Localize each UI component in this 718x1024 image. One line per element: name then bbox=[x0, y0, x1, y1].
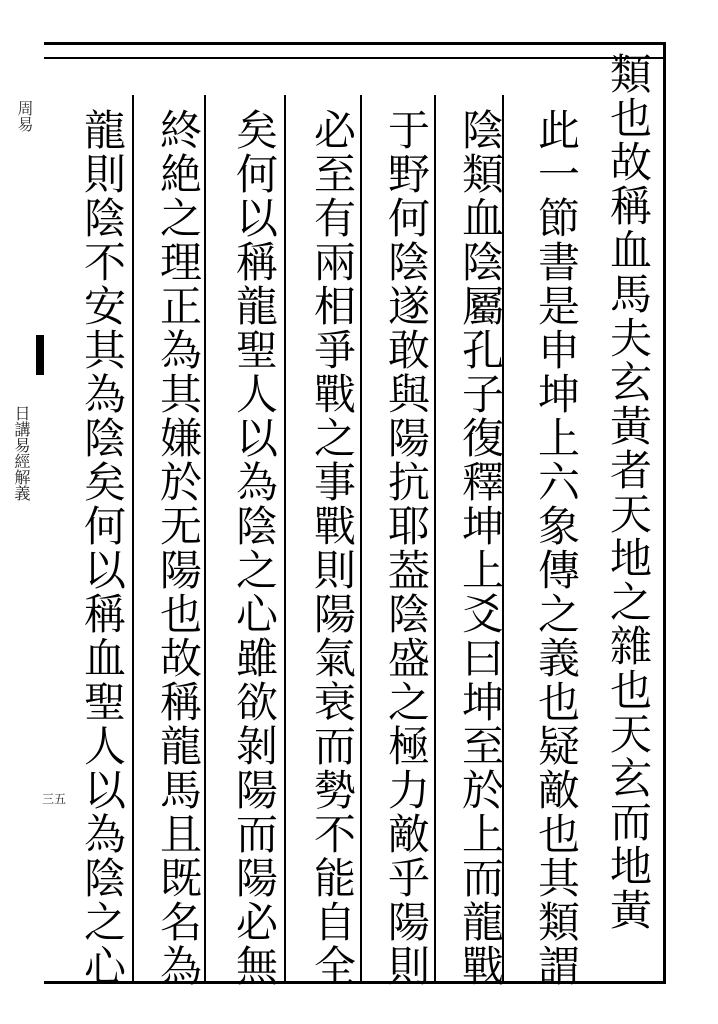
text-column-3: 陰類血陰屬孔子復釋坤上爻曰坤至於上而龍戰 bbox=[456, 108, 505, 988]
fish-tail-mark bbox=[36, 335, 44, 375]
text-column-8: 龍則陰不安其為陰矣何以稱血聖人以為陰之心 bbox=[78, 108, 127, 988]
column-rule bbox=[132, 95, 134, 981]
text-column-7: 終絶之理正為其嫌於无陽也故稱龍馬且既名為 bbox=[154, 108, 203, 988]
left-margin bbox=[0, 40, 44, 985]
text-column-5: 必至有兩相爭戰之事戰則陽氣衰而勢不能自全 bbox=[308, 108, 357, 988]
text-column-6: 矣何以稱龍聖人以為陰之心雖欲剝陽而陽必無 bbox=[230, 108, 279, 988]
margin-running-head: 周易 bbox=[15, 100, 34, 132]
text-column-2: 此一節書是申坤上六象傳之義也疑敵也其類謂 bbox=[532, 108, 581, 988]
text-column-1: 類也故稱血馬夫玄黃者天地之雜也天玄而地黃 bbox=[604, 52, 653, 932]
top-rule bbox=[44, 57, 663, 59]
margin-book-title: 日講易經解義 bbox=[12, 405, 31, 501]
text-column-4: 于野何陰遂敢與陽抗耶葢陰盛之極力敵乎陽則 bbox=[382, 108, 431, 988]
folio-number: 三五 bbox=[42, 792, 67, 806]
column-rule bbox=[284, 95, 286, 981]
